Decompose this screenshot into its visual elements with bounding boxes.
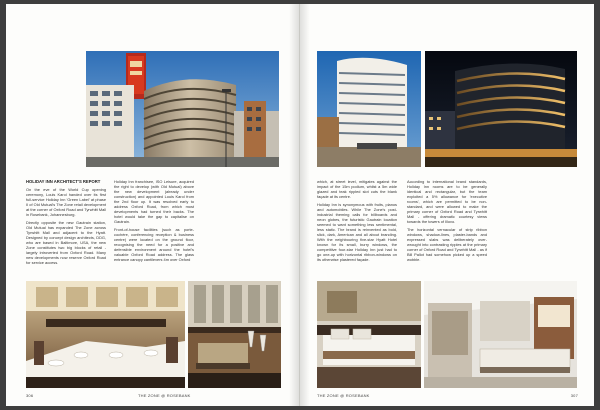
gutter-shadow — [300, 4, 310, 406]
lounge-interior-photo — [188, 281, 281, 388]
restaurant-interior-photo — [26, 281, 185, 388]
left-page — [6, 4, 300, 406]
magazine-spread — [6, 4, 594, 406]
paragraph: Directly opposite the new Gautrain station, Old Mutual has expanded The Zone across Tyrwhitt Mall and adjacent to the Hyatt. Designed by concept design architects, DDG, who are based in Baltimore, USA, the new Zone constitutes two big blocks of retail - largely introverted from Oxford Road. Many new developments now reserve Oxford Road for service access. — [26, 220, 106, 265]
left-text-column-1 — [26, 179, 106, 268]
left-text-column-2 — [114, 179, 194, 265]
paragraph: Holiday Inn is synonymous with fruits, pianos and automobiles. While The Zone's post-industrial theming calls for billboards and neon globes, the futuristic Gautrain location seemed to want something less sentimental, less static. The brand is reinvented as bold, slick, dark, American and all about branding. With the neighbouring five-star Hyatt Hotel known for its small, burry windows, the competitive four-star Holiday Inn just had to go one-up with horizontal ribbon-windows on its otherwise plastered façade. — [317, 202, 397, 262]
corridor-room-photo — [424, 281, 577, 388]
article-heading: HOLIDAY INN ARCHITECT'S REPORT — [26, 179, 101, 184]
gutter-shadow — [289, 4, 299, 406]
paragraph: which, at street level, mitigates against the impact of the 15m podium, whilst a 5m wide glazed and teak rippled slot cuts the blank façade at its centre. — [317, 179, 397, 199]
building-exterior-photo — [86, 51, 279, 167]
right-text-column-1 — [317, 179, 397, 265]
right-page — [300, 4, 594, 406]
hotel-facade-photo — [317, 51, 421, 167]
paragraph: Front-of-house facilities (such as porte-cochère, conferencing reception & business centre) were located on the ground floor, recognising the need for a positive and defensible environment around the hotel's valuable Oxford Road address. The glass entrance canopy cantilevers 4m over Oxford — [114, 227, 194, 262]
paragraph: On the eve of the World Cup opening ceremony, Louis Karol handed over its first full-service Holiday Inn 'Green Label' at phase II of Old Mutual's The Zone retail development at the corner of Oxford Road and Tyrwhitt Mall in Rosebank, Johannesburg. — [26, 187, 106, 217]
paragraph: Holiday Inn franchisee, ISO Leisure, acquired the right to develop (with Old Mutual) above the new development (already under construction) and appointed Louis Karol from the 2nd floor up. It was resolved early to address Oxford Road, from which most developments had turned their backs. The hotel would take the gap to capitalise on Gautrain. — [114, 179, 194, 224]
hotel-night-photo — [425, 51, 577, 167]
right-text-column-2 — [407, 179, 487, 265]
running-footer: THE ZONE @ ROSEBANK — [138, 393, 191, 398]
paragraph: The horizontal vernacular of strip ribbon windows, shadow-lines, plaster-bands and expressed slabs was deliberately over-wrought into contrasting ripples at the primary corner of Oxford Road and Tyrwhitt Mall - as if Bill Pallot had somehow picked up a speed wobble. — [407, 227, 487, 262]
bedroom-photo — [317, 281, 421, 388]
page-number: 306 — [26, 393, 34, 398]
page-number: 307 — [570, 393, 578, 398]
running-footer: THE ZONE @ ROSEBANK — [317, 393, 370, 398]
paragraph: According to international brand standards, Holiday Inn rooms are to be generally identical and rectangular, but the team exploited a 5% allowance for 'executive rooms', which are permitted to be non-standard, and were allowed to make the primary corner of Oxford Road and Tyrwhitt Mall - offering dramatic courtesy views towards the towers of Illovo. — [407, 179, 487, 224]
